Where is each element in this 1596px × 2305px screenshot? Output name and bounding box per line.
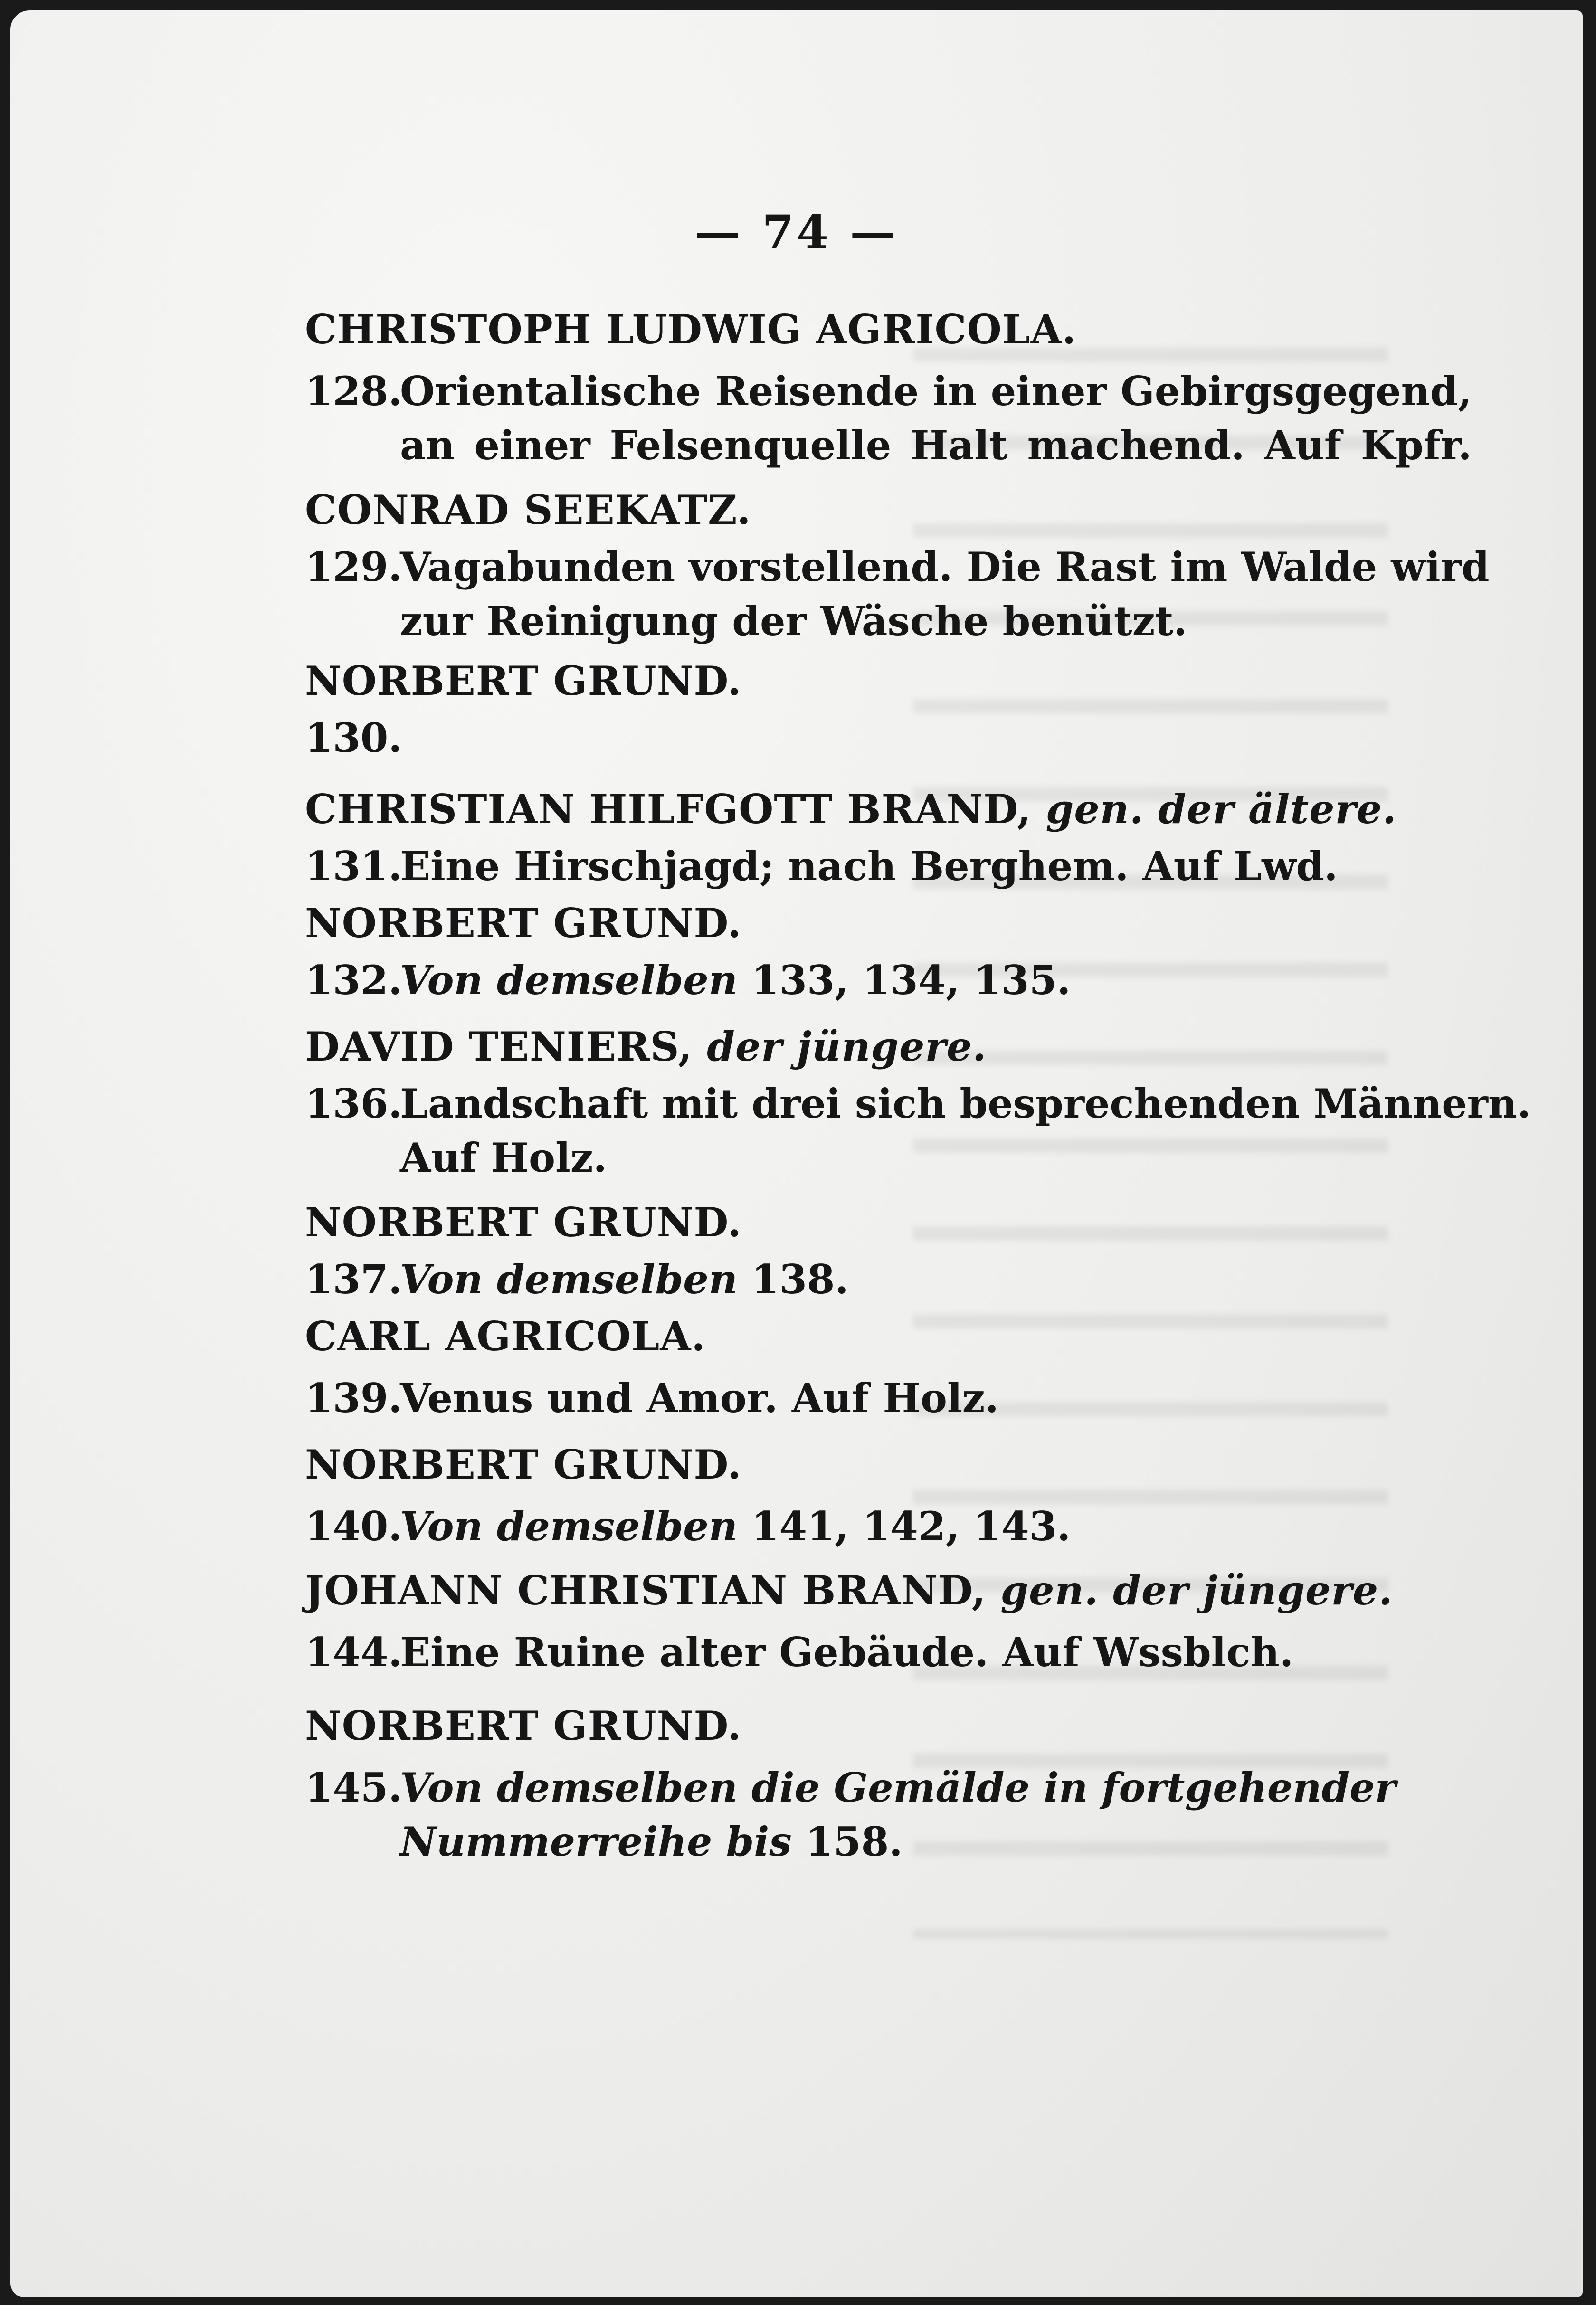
section-agricola-1 <box>305 306 1340 353</box>
section-grund-145 <box>305 1702 1340 1749</box>
entry-132 <box>305 957 1340 1004</box>
entry-number: 136. <box>305 1080 402 1127</box>
page-number: — 74 — <box>694 205 899 259</box>
artist-name: DAVID TENIERS, <box>305 1023 693 1070</box>
entry-number: 137. <box>305 1256 402 1303</box>
section-brand-aeltere <box>305 786 1397 833</box>
entry-text: Auf Holz. <box>400 1134 607 1181</box>
entry-text: zur Reinigung der Wäsche benützt. <box>400 598 1188 645</box>
entry-number: 128. <box>305 368 402 415</box>
entry-text-italic: Nummerreihe bis <box>400 1818 792 1865</box>
entry-128 <box>305 368 1472 469</box>
entry-number: 130. <box>305 714 402 761</box>
entry-text: Eine Hirschjagd; nach Berghem. Auf Lwd. <box>400 843 1338 890</box>
entry-text: 138. <box>737 1256 849 1303</box>
artist-name: NORBERT GRUND. <box>305 900 742 947</box>
entry-number: 139. <box>305 1375 402 1422</box>
entry-136 <box>305 1080 1531 1181</box>
section-carl-agricola <box>305 1313 1340 1360</box>
artist-name: JOHANN CHRISTIAN BRAND, <box>305 1567 987 1614</box>
entry-text: Vagabunden vorstellend. Die Rast im Walde wird <box>400 543 1490 590</box>
section-grund-140 <box>305 1441 1340 1488</box>
entry-139 <box>305 1375 1340 1422</box>
section-teniers <box>305 1023 1340 1070</box>
artist-name: CARL AGRICOLA. <box>305 1313 706 1360</box>
entry-number: 145. <box>305 1764 402 1811</box>
entry-137 <box>305 1256 1340 1303</box>
artist-name: NORBERT GRUND. <box>305 1199 742 1246</box>
entry-text: Venus und Amor. Auf Holz. <box>400 1375 999 1422</box>
artist-name: CHRISTIAN HILFGOTT BRAND, <box>305 786 1032 833</box>
entry-text: 158. <box>791 1818 903 1865</box>
entry-text: Orientalische Reisende in einer Gebirgsgegend, <box>400 368 1472 415</box>
artist-name: NORBERT GRUND. <box>305 657 742 704</box>
entry-text: Eine Ruine alter Gebäude. Auf Wssblch. <box>400 1629 1294 1676</box>
artist-qualifier: gen. der jüngere. <box>1000 1567 1393 1614</box>
entry-number: 140. <box>305 1503 402 1550</box>
entry-144 <box>305 1629 1340 1676</box>
artist-qualifier: der jüngere. <box>707 1023 987 1070</box>
entry-text: 133, 134, 135. <box>737 957 1071 1004</box>
artist-name: CHRISTOPH LUDWIG AGRICOLA. <box>305 306 1077 353</box>
document-page <box>10 10 1583 2297</box>
entry-number: 132. <box>305 957 402 1004</box>
entry-129 <box>305 543 1490 645</box>
artist-qualifier: gen. der ältere. <box>1045 786 1397 833</box>
section-grund-130 <box>305 657 1340 704</box>
entry-number: 131. <box>305 843 402 890</box>
entry-number: 144. <box>305 1629 402 1676</box>
section-seekatz <box>305 486 1340 533</box>
entry-140 <box>305 1503 1340 1550</box>
section-brand-juengere <box>305 1567 1393 1614</box>
artist-name: CONRAD SEEKATZ. <box>305 486 751 533</box>
entry-text: 141, 142, 143. <box>737 1503 1071 1550</box>
entry-text-italic: Von demselben <box>400 1256 738 1303</box>
entry-number: 129. <box>305 543 402 590</box>
entry-text-italic: Von demselben <box>400 957 738 1004</box>
artist-name: NORBERT GRUND. <box>305 1702 742 1749</box>
entry-text: an einer Felsenquelle Halt machend. Auf Kpfr. <box>400 422 1472 469</box>
entry-text-italic: Von demselben <box>400 1503 738 1550</box>
section-grund-137 <box>305 1199 1340 1246</box>
section-grund-132 <box>305 900 1340 947</box>
entry-text-italic: Von demselben die Gemälde in fortgehender <box>400 1764 1396 1811</box>
entry-145 <box>305 1764 1396 1865</box>
entry-text: Landschaft mit drei sich besprechenden Männern. <box>400 1080 1531 1127</box>
entry-130 <box>305 714 1340 761</box>
artist-name: NORBERT GRUND. <box>305 1441 742 1488</box>
entry-131 <box>305 843 1340 890</box>
